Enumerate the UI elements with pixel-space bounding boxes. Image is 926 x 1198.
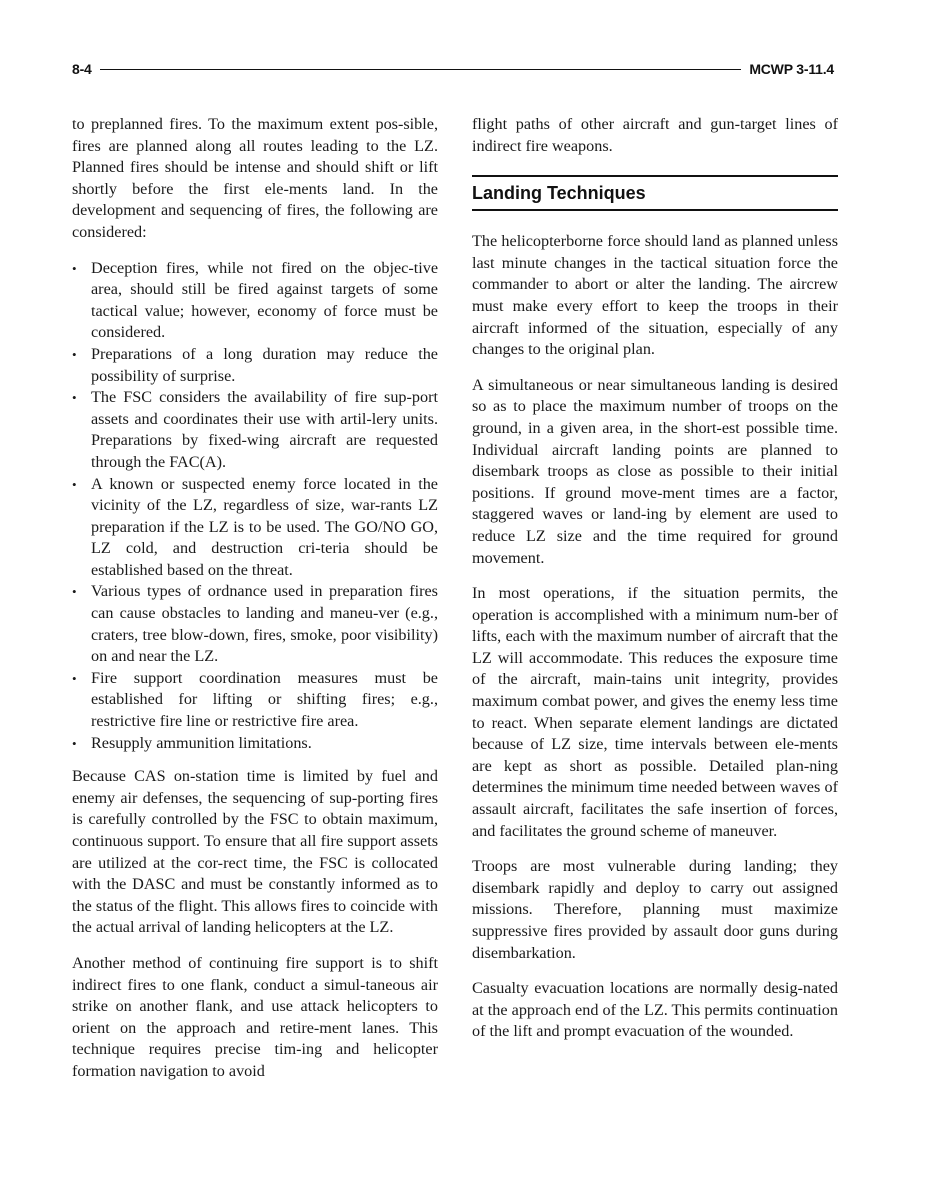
page-number: 8-4 (72, 61, 92, 77)
header-rule (100, 69, 742, 70)
list-item: • Resupply ammunition limitations. (72, 733, 438, 755)
list-item: • Various types of ordnance used in preparation fires can cause obstacles to landing and maneu-ver (e.g., craters, tree blow-down, fires, smoke, poor visibility) on and near the LZ. (72, 581, 438, 667)
another-method-paragraph: Another method of continuing fire support is to shift indirect fires to one flank, conduct a simul-taneous air strike on another flank, and use attack helicopters to orient on the approach and retire-ment lanes. This technique requires precise tim-ing and helicopter formation navigation to avoid (72, 953, 438, 1080)
list-item: • The FSC considers the availability of fire sup-port assets and coordinates their use with artil-lery units. Preparations by fixed-wing aircraft are requested through the FAC(A). (72, 387, 438, 473)
left-column (72, 114, 438, 1097)
body-paragraph: Troops are most vulnerable during landing; they disembark rapidly and deploy to carry out assigned missions. Therefore, planning must maximize suppressive fires provided by assault door guns during disembarkation. (472, 857, 838, 962)
body-paragraph: Casualty evacuation locations are normally desig-nated at the approach end of the LZ. This permits continuation of the lift and prompt evacuation of the wounded. (472, 979, 838, 1041)
cas-paragraph: Because CAS on-station time is limited by fuel and enemy air defenses, the sequencing of sup-porting fires is carefully controlled by the FSC to obtain maximum, continuous support. To ensure that all fire support assets are utilized at the cor-rect time, the FSC is collocated with the DASC and must be constantly informed as to the status of the flight. This allows fires to coincide with the actual arrival of landing helicopters at the LZ. (72, 767, 438, 937)
right-column (472, 114, 838, 1057)
list-item: • Fire support coordination measures must be established for lifting or shifting fires; e.g., restrictive fire line or restrictive fire area. (72, 668, 438, 733)
page-header (72, 58, 834, 80)
list-item: • Deception fires, while not fired on the objec-tive area, should still be fired against targets of some tactical value; however, economy of force must be considered. (72, 258, 438, 344)
list-item: • Preparations of a long duration may reduce the possibility of surprise. (72, 344, 438, 387)
section-heading: Landing Techniques (472, 175, 838, 211)
body-paragraph: In most operations, if the situation permits, the operation is accomplished with a minimum num-ber of lifts, each with the maximum number of aircraft that the LZ will accommodate. This reduces the exposure time of the aircraft, main-tains unit integrity, provides maximum combat power, and gives the enemy less time to react. When separate element landings are dictated because of LZ size, time intervals between ele-ments are kept as short as possible. Detailed plan-ning determines the minimum time needed between waves of assault aircraft, facilitates the safe insertion of forces, and facilitates the ground scheme of maneuver. (472, 584, 838, 840)
publication-id: MCWP 3-11.4 (749, 61, 834, 77)
continuation-paragraph: flight paths of other aircraft and gun-target lines of indirect fire weapons. (472, 115, 838, 155)
body-paragraph: A simultaneous or near simultaneous landing is desired so as to place the maximum number of troops on the ground, in a given area, in the short-est possible time. Individual aircraft landing points are planned to disembark troops as close as possible to their initial positions. If ground move-ment times are a factor, staggered waves or land-ing by element are used to reduce LZ size and the time required for ground movement. (472, 375, 838, 567)
list-item: • A known or suspected enemy force located in the vicinity of the LZ, regardless of size, war-rants LZ preparation if the LZ is to be used. The GO/NO GO, LZ cold, and destruction cri-teria should be established based on the threat. (72, 474, 438, 582)
considerations-list (72, 258, 438, 755)
intro-paragraph: to preplanned fires. To the maximum extent pos-sible, fires are planned along all routes leading to the LZ. Planned fires should be intense and should shift or lift shortly before the first ele-ments land. In the development and sequencing of fires, the following are considered: (72, 115, 438, 241)
body-paragraph: The helicopterborne force should land as planned unless last minute changes in the tactical situation force the commander to abort or alter the landing. The aircrew must make every effort to keep the troops in their aircraft informed of the situation, especially of any changes to the original plan. (472, 232, 838, 359)
